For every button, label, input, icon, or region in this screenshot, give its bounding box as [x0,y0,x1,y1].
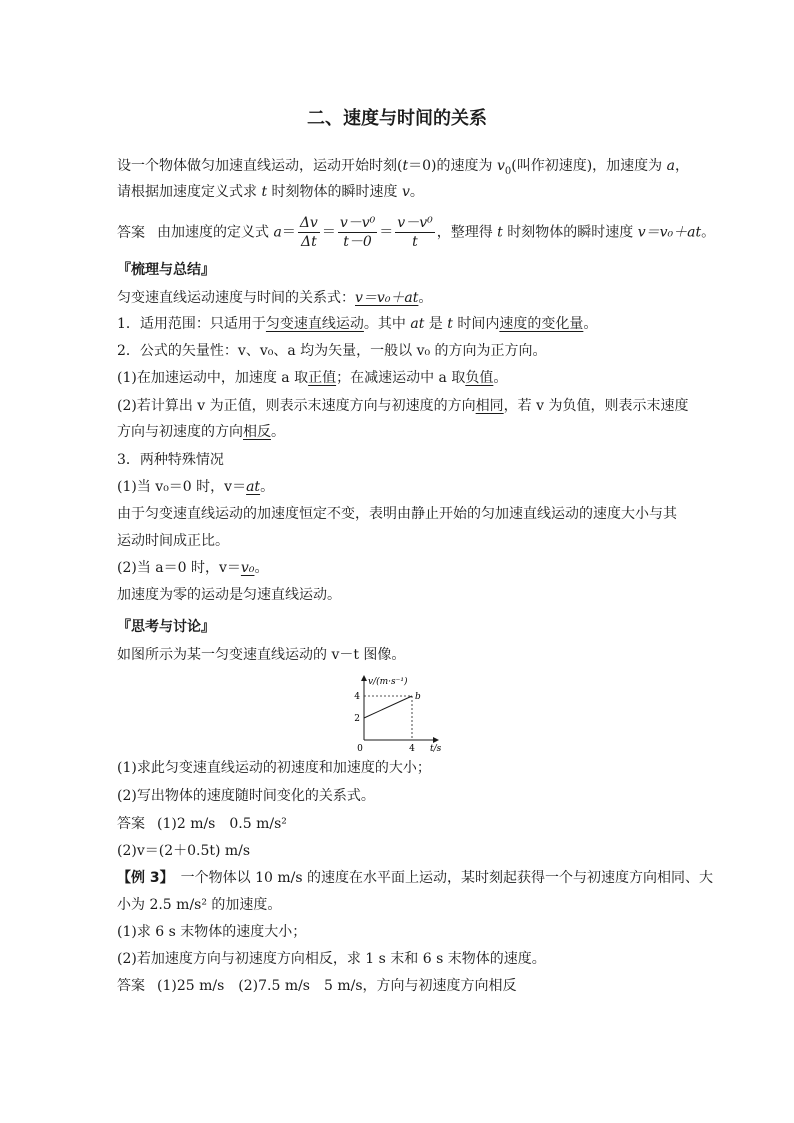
summary-line-2: 1．适用范围：只适用于匀变速直线运动。其中 at 是 t 时间内速度的变化量。 [117,316,598,332]
summary-line-9: 由于匀变速直线运动的加速度恒定不变，表明由静止开始的匀加速直线运动的速度大小与其 [117,506,677,522]
answer-1: 答案 由加速度的定义式 a＝ $\frac{\Delta v}{\Delta t}$ ＝ $\frac{\text{v－v⁰}}{t-0}$ ＝ $\frac{\text{v－v⁰}}{t}$ ，整理得 t 时刻物体的瞬时速度 v＝v₀＋at。 [117,215,716,250]
section-title: 二、速度与时间的关系 [307,108,487,129]
summary-line-5: (2)若计算出 v 为正值，则表示末速度方向与初速度的方向相同，若 v 为负值，则表示末速度 [117,398,689,414]
summary-line-3: 2．公式的矢量性：v、v₀、a 均为矢量，一般以 v₀ 的方向为正方向。 [117,343,547,359]
discuss-q2: (2)写出物体的速度随时间变化的关系式。 [117,788,375,804]
summary-line-11: (2)当 a＝0 时，v＝v₀。 [117,560,269,576]
section-heading-summary: 『梳理与总结』 [117,262,215,278]
example-line-2: 小为 2.5 m/s² 的加速度。 [117,897,282,913]
intro-line-2: 请根据加速度定义式求 t 时刻物体的瞬时速度 v。 [117,184,424,200]
x-axis-label: t/s [430,744,442,754]
example-q1: (1)求 6 s 末物体的速度大小； [117,924,307,940]
intro-line-1: 设一个物体做匀加速直线运动，运动开始时刻(t＝0)的速度为 $v_0$(叫作初速度)，加速度为 a， [117,158,689,177]
summary-line-1: 匀变速直线运动速度与时间的关系式：v＝v₀＋at。 [117,290,433,306]
y-tick-2: 2 [354,714,360,724]
answer-label: 答案 [117,224,145,241]
example-label: 【例 3】 [117,870,167,886]
summary-line-6: 方向与初速度的方向相反。 [117,424,285,440]
section-heading-discuss: 『思考与讨论』 [117,619,215,635]
series-line [364,696,412,718]
point-b-label: b [415,692,421,702]
origin-label: 0 [357,744,363,754]
y-axis-label: v/(m·s⁻¹) [368,677,408,687]
summary-line-8: (1)当 v₀＝0 时，v＝at。 [117,479,275,495]
x-tick-4: 4 [409,744,415,754]
discuss-q1: (1)求此匀变速直线运动的初速度和加速度的大小； [117,760,431,776]
discuss-answer-1: 答案 (1)2 m/s 0.5 m/s² [117,816,287,832]
fraction-3: $\frac{\text{v－v⁰}}{t}$ [397,215,433,250]
discuss-intro: 如图所示为某一匀变速直线运动的 v－t 图像。 [117,647,406,663]
example-answer: 答案 (1)25 m/s (2)7.5 m/s 5 m/s，方向与初速度方向相反 [117,978,517,994]
summary-line-12: 加速度为零的运动是匀速直线运动。 [117,587,341,603]
vt-graph [352,672,452,756]
example-q2: (2)若加速度方向与初速度方向相反，求 1 s 末和 6 s 末物体的速度。 [117,951,546,967]
fraction-delta: $\frac{\Delta v}{\Delta t}$ [299,215,318,250]
summary-line-4: (1)在加速运动中，加速度 a 取正值；在减速运动中 a 取负值。 [117,370,508,386]
example-line-1: 【例 3】 一个物体以 10 m/s 的速度在水平面上运动，某时刻起获得一个与初速度方向相同、大 [117,870,713,886]
summary-line-7: 3．两种特殊情况 [117,452,224,468]
discuss-answer-2: (2)v＝(2＋0.5t) m/s [117,843,251,859]
y-tick-4: 4 [354,692,360,702]
summary-line-10: 运动时间成正比。 [117,533,229,549]
fraction-2: $\frac{\text{v－v⁰}}{t-0}$ [339,215,376,250]
